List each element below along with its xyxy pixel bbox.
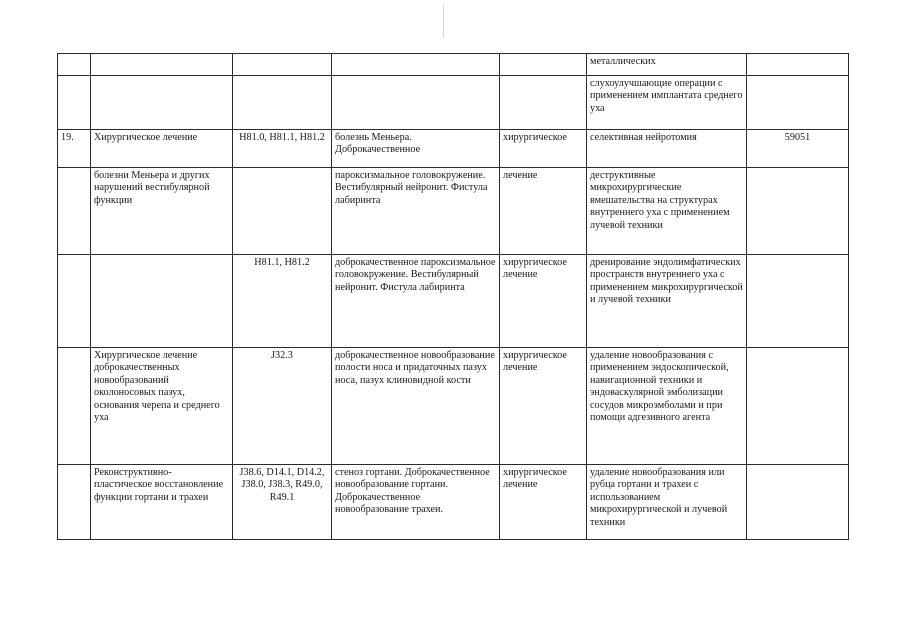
treatment-name-cell: Хирургическое лечение доброкачественных новообразований околоносовых пазух, основания черепа и среднего уха xyxy=(91,348,233,465)
cost-cell xyxy=(747,54,849,76)
row-number-cell xyxy=(58,168,91,255)
method-cell: слухоулучшающие операции с применением имплантата среднего уха xyxy=(587,76,747,130)
cost-cell xyxy=(747,465,849,540)
row-number-cell xyxy=(58,465,91,540)
table-row xyxy=(58,168,849,255)
row-number-cell: 19. xyxy=(58,130,91,168)
treatment-name-cell xyxy=(91,54,233,76)
cost-cell xyxy=(747,348,849,465)
table-row xyxy=(58,348,849,465)
treatment-type-cell xyxy=(500,76,587,130)
treatment-type-cell: хирургическое лечение xyxy=(500,465,587,540)
method-cell: удаление новообразования с применением эндоскопической, навигационной техники и эндоваскулярной эмболизации сосудов микроэмболами и при помощи адгезивного агента xyxy=(587,348,747,465)
cost-cell xyxy=(747,255,849,348)
row-number-cell xyxy=(58,54,91,76)
treatment-type-cell: лечение xyxy=(500,168,587,255)
treatment-type-cell: хирургическое xyxy=(500,130,587,168)
icd-code-cell: H81.1, H81.2 xyxy=(233,255,332,348)
icd-code-cell: H81.0, H81.1, H81.2 xyxy=(233,130,332,168)
treatment-name-cell xyxy=(91,76,233,130)
diagnosis-cell xyxy=(332,54,500,76)
method-cell: дренирование эндолимфатических пространств внутреннего уха с применением микрохирургической и лучевой техники xyxy=(587,255,747,348)
treatment-type-cell: хирургическое лечение xyxy=(500,255,587,348)
icd-code-cell xyxy=(233,76,332,130)
method-cell: удаление новообразования или рубца гортани и трахеи с использованием микрохирургической и лучевой техники xyxy=(587,465,747,540)
diagnosis-cell xyxy=(332,76,500,130)
row-number-cell xyxy=(58,76,91,130)
cost-cell xyxy=(747,168,849,255)
table-row xyxy=(58,465,849,540)
diagnosis-cell: доброкачественное пароксизмальное головокружение. Вестибулярный нейронит. Фистула лабиринта xyxy=(332,255,500,348)
icd-code-cell xyxy=(233,168,332,255)
treatment-type-cell: хирургическое лечение xyxy=(500,348,587,465)
method-cell: деструктивные микрохирургические вмешательства на структурах внутреннего уха с применением лучевой техники xyxy=(587,168,747,255)
procedure-table xyxy=(57,53,849,540)
method-cell: металлических xyxy=(587,54,747,76)
row-number-cell xyxy=(58,255,91,348)
method-cell: селективная нейротомия xyxy=(587,130,747,168)
row-number-cell xyxy=(58,348,91,465)
table-row xyxy=(58,54,849,76)
icd-code-cell xyxy=(233,54,332,76)
table-row xyxy=(58,76,849,130)
icd-code-cell: J38.6, D14.1, D14.2, J38.0, J38.3, R49.0, R49.1 xyxy=(233,465,332,540)
cost-cell: 59051 xyxy=(747,130,849,168)
diagnosis-cell: болезнь Меньера. Доброкачественное xyxy=(332,130,500,168)
diagnosis-cell: доброкачественное новообразование полости носа и придаточных пазух носа, пазух клиновидной кости xyxy=(332,348,500,465)
table-row xyxy=(58,255,849,348)
icd-code-cell: J32.3 xyxy=(233,348,332,465)
treatment-name-cell xyxy=(91,255,233,348)
treatment-name-cell: Реконструктивно-пластическое восстановление функции гортани и трахеи xyxy=(91,465,233,540)
table-row xyxy=(58,130,849,168)
diagnosis-cell: стеноз гортани. Доброкачественное новообразование гортани. Доброкачественное новообразование трахеи. xyxy=(332,465,500,540)
cost-cell xyxy=(747,76,849,130)
scan-artifact-line xyxy=(443,4,444,38)
treatment-name-cell: болезни Меньера и других нарушений вестибулярной функции xyxy=(91,168,233,255)
treatment-name-cell: Хирургическое лечение xyxy=(91,130,233,168)
diagnosis-cell: пароксизмальное головокружение. Вестибулярный нейронит. Фистула лабиринта xyxy=(332,168,500,255)
treatment-type-cell xyxy=(500,54,587,76)
